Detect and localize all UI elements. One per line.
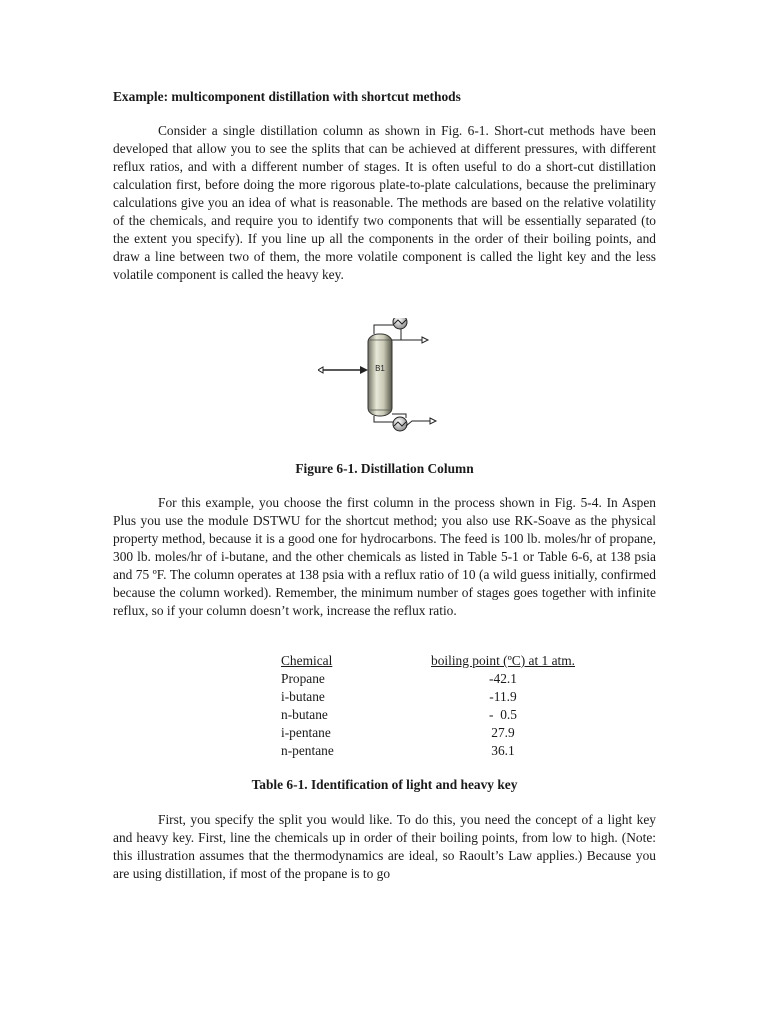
- header-chemical: Chemical: [281, 653, 333, 668]
- table-row: [281, 742, 585, 760]
- table-header-row: [281, 652, 585, 670]
- boiling-point-value: -42.1: [489, 671, 517, 686]
- table-row: [281, 706, 585, 724]
- table-caption: Table 6-1. Identification of light and heavy key: [251, 777, 518, 792]
- distillate-stream-arrow: [392, 337, 428, 343]
- table-row: [281, 724, 585, 742]
- document-page: [113, 88, 656, 883]
- boiling-point-value: 27.9: [491, 725, 515, 740]
- boiling-point-table-wrap: [281, 652, 656, 760]
- condenser-icon: [393, 318, 407, 329]
- boiling-point-value: - 0.5: [489, 707, 517, 722]
- header-boiling-point: boiling point (ºC) at 1 atm.: [431, 653, 575, 668]
- block-label: B1: [375, 364, 385, 373]
- table-row: [281, 670, 585, 688]
- boiling-point-value: 36.1: [491, 743, 515, 758]
- chemical-name: n-butane: [281, 707, 328, 722]
- chemical-name: i-pentane: [281, 725, 331, 740]
- bottoms-stream-arrow: [406, 418, 436, 426]
- chemical-name: Propane: [281, 671, 325, 686]
- example-paragraph: For this example, you choose the first column in the process shown in Fig. 5-4. In Aspen Plus you use the module DSTWU for the shortcut method; you also use RK-Soave as the physical property method, because it is a good one for hydrocarbons. The feed is 100 lb. moles/hr of propane, 300 lb. moles/hr of i-butane, and the other chemicals as listed in Table 5-1 or Table 6-6, at 138 psia and 75 ºF. The column operates at 138 psia with a reflux ratio of 10 (a wild guess initially, confirmed because the column worked). Remember, the minimum number of stages goes together with infinite reflux, so if your column doesn’t work, increase the reflux ratio.: [113, 495, 656, 618]
- distillation-column-figure: [113, 318, 656, 454]
- reboiler-icon: [393, 417, 407, 431]
- chemical-name: n-pentane: [281, 743, 334, 758]
- boiling-point-table: [281, 652, 585, 760]
- split-paragraph: First, you specify the split you would like. To do this, you need the concept of a light key and heavy key. First, line the chemicals up in order of their boiling points, from low to high. (Note: this illustration assumes that the thermodynamics are ideal, so Raoult’s Law applies.) Because you are using distillation, if most of the propane is to go: [113, 812, 656, 881]
- column-body: [368, 334, 392, 416]
- distillation-column-diagram: [318, 318, 458, 448]
- feed-stream-arrow: [318, 366, 368, 374]
- intro-paragraph: Consider a single distillation column as shown in Fig. 6-1. Short-cut methods have been developed that allow you to see the splits that can be achieved at different pressures, with different reflux ratios, and with a different number of stages. It is often useful to do a short-cut distillation calculation first, before doing the more rigorous plate-to-plate calculations, because the preliminary calculations give you an idea of what is reasonable. The methods are based on the relative volatility of the chemicals, and require you to identify two components that will be essentially separated (to the extent you specify). If you line up all the components in the order of their boiling points, and draw a line between two of them, the more volatile component is called the light key and the less volatile component is called the heavy key.: [113, 123, 656, 282]
- example-heading: Example: multicomponent distillation with shortcut methods: [113, 89, 461, 104]
- boiling-point-value: -11.9: [489, 689, 517, 704]
- table-row: [281, 688, 585, 706]
- chemical-name: i-butane: [281, 689, 325, 704]
- figure-caption: Figure 6-1. Distillation Column: [295, 461, 474, 476]
